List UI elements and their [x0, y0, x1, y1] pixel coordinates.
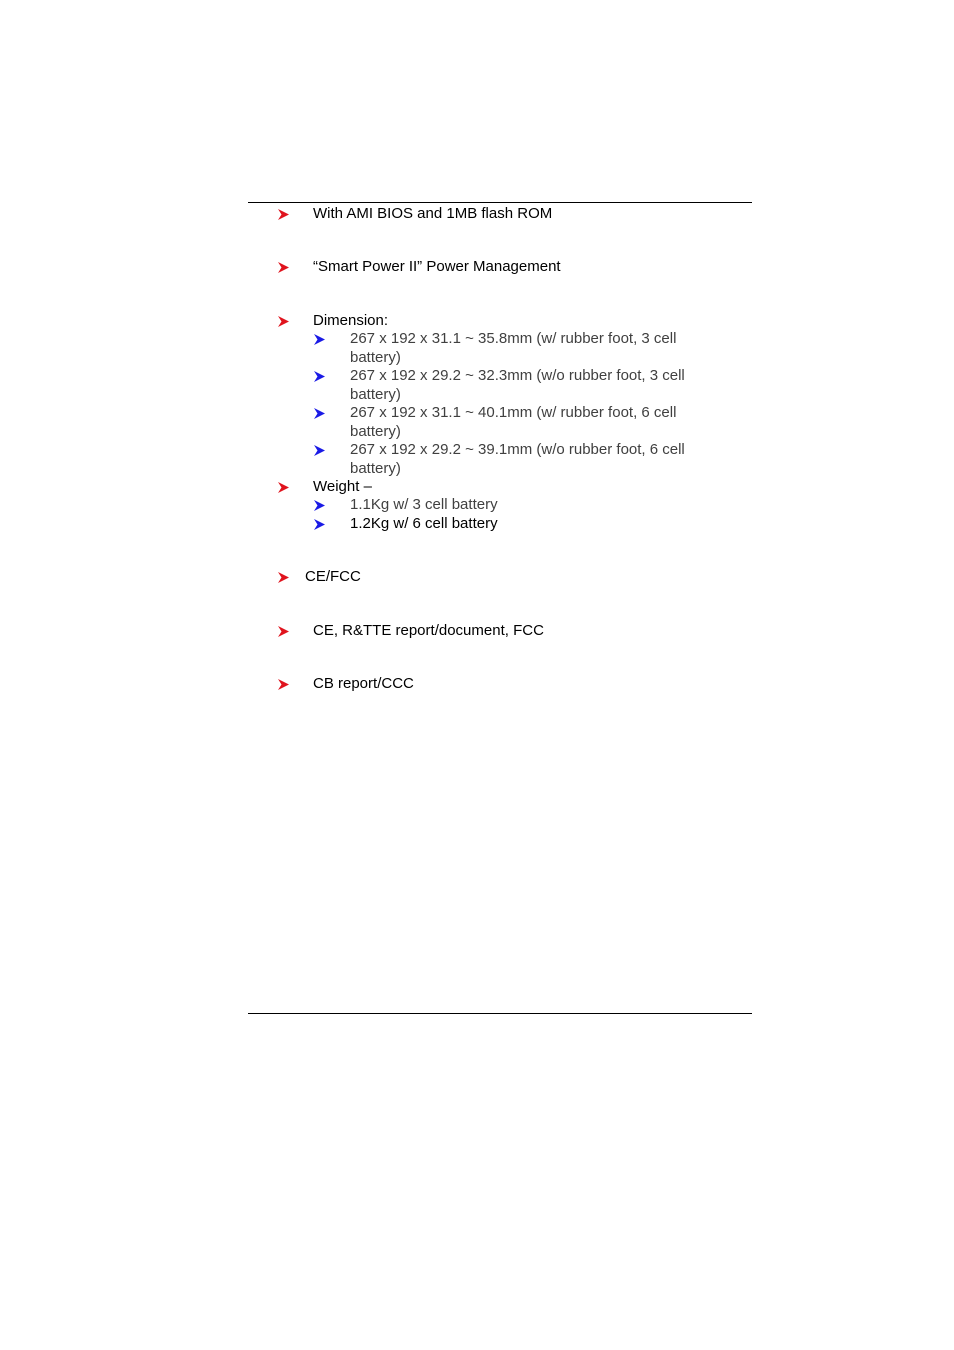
dimension-item-4: 267 x 192 x 29.2 ~ 39.1mm (w/o rubber foot, 6 cell battery) — [350, 441, 685, 477]
weight-item-2: 1.2Kg w/ 6 cell battery — [350, 515, 498, 532]
rtte-report-item: CE, R&TTE report/document, FCC — [313, 622, 544, 639]
red-arrowhead-bullet-icon — [278, 626, 289, 637]
weight-item-1: 1.1Kg w/ 3 cell battery — [350, 496, 498, 513]
blue-arrowhead-bullet-icon — [314, 334, 325, 345]
weight-label: Weight – — [313, 478, 372, 495]
blue-arrowhead-bullet-icon — [314, 408, 325, 419]
bios-item: With AMI BIOS and 1MB flash ROM — [313, 205, 553, 222]
red-arrowhead-bullet-icon — [278, 262, 289, 273]
top-rule — [248, 202, 752, 203]
cb-report-item: CB report/CCC — [313, 675, 414, 692]
red-arrowhead-bullet-icon — [278, 209, 289, 220]
blue-arrowhead-bullet-icon — [314, 371, 325, 382]
red-arrowhead-bullet-icon — [278, 679, 289, 690]
blue-arrowhead-bullet-icon — [314, 519, 325, 530]
power-management-item: “Smart Power II” Power Management — [313, 258, 561, 275]
dimension-item-1: 267 x 192 x 31.1 ~ 35.8mm (w/ rubber foot, 3 cell battery) — [350, 330, 677, 366]
dimension-label: Dimension: — [313, 312, 389, 329]
red-arrowhead-bullet-icon — [278, 572, 289, 583]
red-arrowhead-bullet-icon — [278, 482, 289, 493]
blue-arrowhead-bullet-icon — [314, 500, 325, 511]
bottom-rule — [248, 1013, 752, 1014]
blue-arrowhead-bullet-icon — [314, 445, 325, 456]
ce-fcc-item: CE/FCC — [305, 568, 361, 585]
dimension-item-2: 267 x 192 x 29.2 ~ 32.3mm (w/o rubber foot, 3 cell battery) — [350, 367, 685, 403]
dimension-item-3: 267 x 192 x 31.1 ~ 40.1mm (w/ rubber foot, 6 cell battery) — [350, 404, 677, 440]
red-arrowhead-bullet-icon — [278, 316, 289, 327]
